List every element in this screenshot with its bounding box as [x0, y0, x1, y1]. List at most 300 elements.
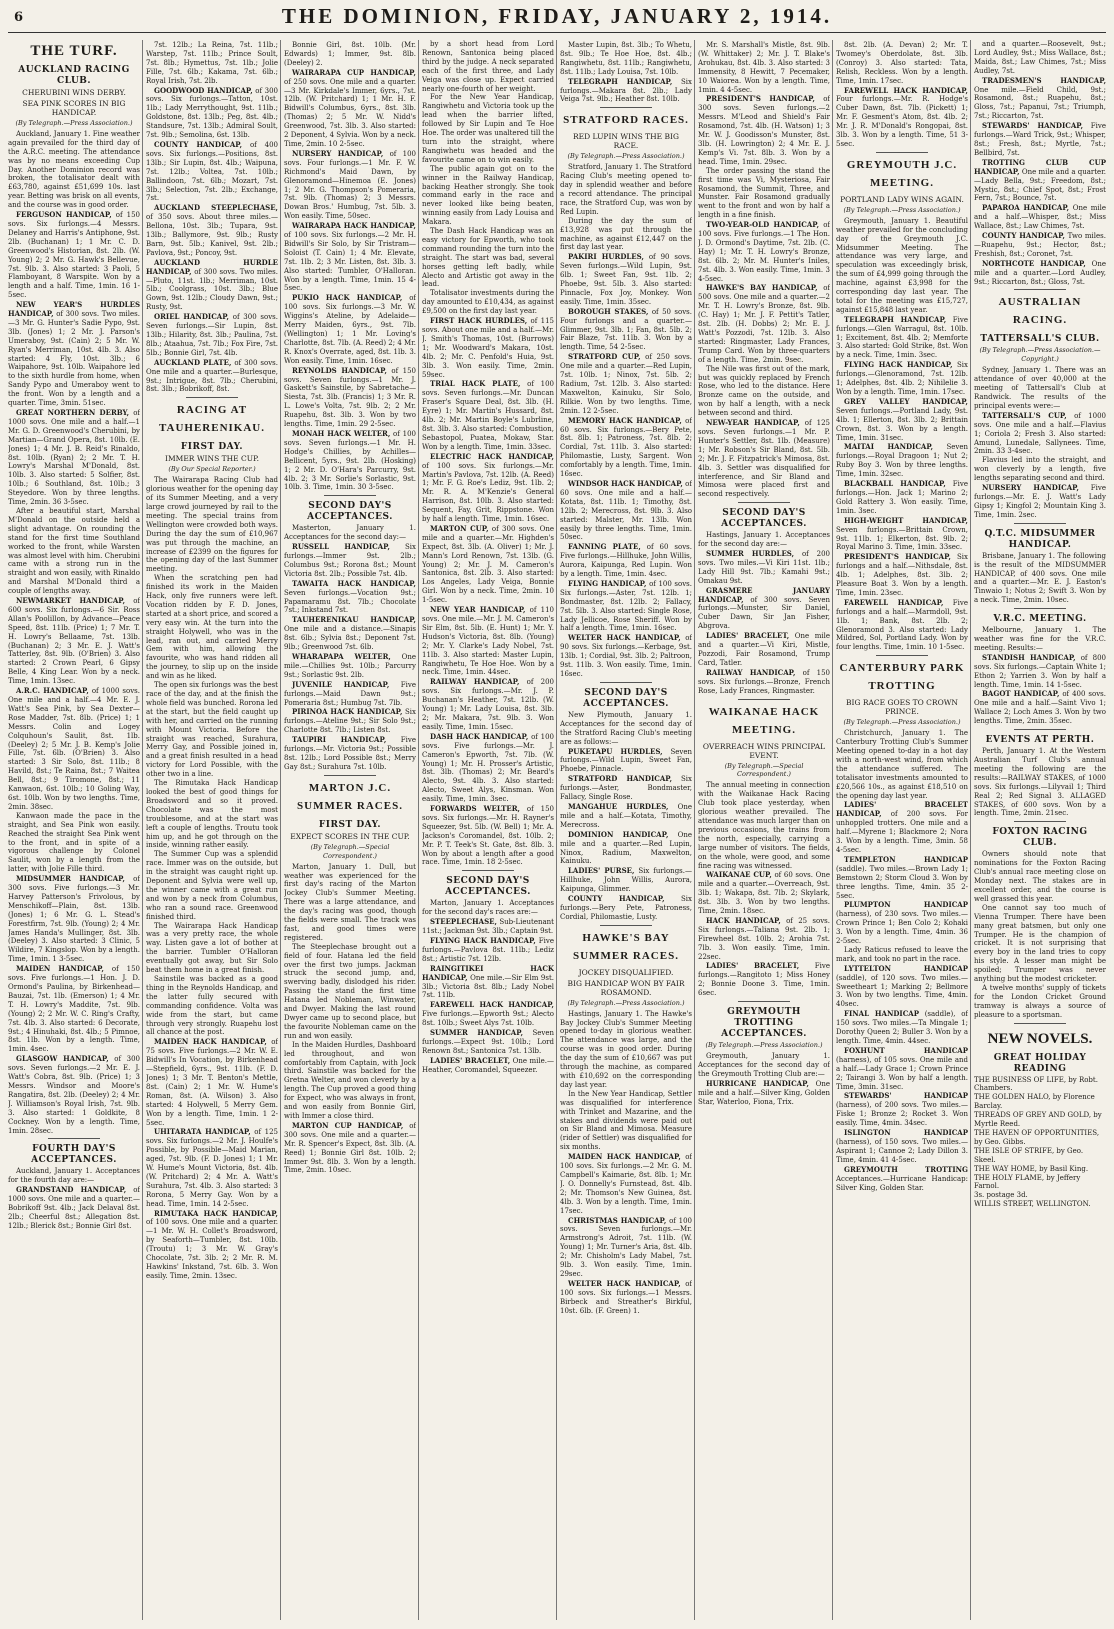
race-name: LYTTELTON HANDICAP [844, 963, 968, 973]
race-name: PIRINOA HACK HANDICAP, [292, 707, 403, 717]
race-result [146, 359, 278, 395]
section-rule [600, 682, 653, 683]
race-details: of 60 sovs. Six furlongs.—Bery Pete, 8st. 8lb. 1; Patroness, 7st. 8lb. 2; Cordial, 7st. 11lb. 3. Also started: Philomastie, Lusty, Sargent. Won comfortably by a length. Time, 1min. 16sec. [560, 416, 692, 479]
race-result [560, 480, 692, 542]
race-details: One mile.—Field Child, 9st.; Rosamond, 8st.; Ruapehu, 8st.; Gloss, 7st.; Papanui, 7st.; Triumph, 7st.; Riccarton, 7st. [974, 85, 1106, 121]
race-details: of 400 sovs. One mile and a half.—Saint Vivo 1; Wallace 2; Loch Ames 3. Won by two lengths. Time, 2min. 35sec. [974, 690, 1106, 726]
race-name: TAWAITA HACK HANDICAP, [292, 578, 416, 588]
race-details: of 500 sovs. One mile and a quarter.—2 Mr. T. H. Lowry's Bronze, 8st. 9lb. (C. Hay) 1; Mr. J. F. Pettit's Tatler, 8st. 2lb. (H. Dobbs) 2; Mr. E. J. Watt's Pozzodi, 7st. 12lb. 3. Also started: Ringmaster, Lady Frances, Trump Card. Won by three-quarters of a length. Time, 2min. 9sec. [698, 284, 830, 364]
article-paragraph: When the scratching pen had finished its work in the Maiden Hack, only five runners were left. Vocation ridden by F. D. Jones, started at a short price, and scored a very easy win. At the turn into the straight Holywell, who was in the lead, ran out, and carried Merry Gem with him, allowing the favourite, who was hand ridden all the journey, to slip up on the inside and win as he liked. [146, 574, 278, 681]
race-name: FLYING HACK HANDICAP, [430, 936, 536, 945]
article-paragraph: Totalisator investments during the day amounted to £10,434, as against £9,500 on the first day last year. [422, 289, 554, 316]
column-3 [284, 40, 416, 1620]
race-details: of 60 sovs. One mile and a quarter.—Overreach, 9st. 3lb. 1; Wakapa, 8st. 7lb. 2; Skylark, 8st. 3lb. 3. Won by two lengths. Time, 2min. 18sec. [698, 871, 830, 916]
race-result [836, 901, 968, 946]
section-headline: WAIKANAE HACK MEETING. [708, 705, 820, 736]
section-rule [738, 1001, 791, 1002]
race-name: ISLINGTON HANDICAP [844, 1128, 968, 1138]
race-details: of 100 sovs. Six furlongs.—Mr. Martin's Pavlova, 7st. 12lb. (A. Reed) 1; Mr. F. G. Roe's Lediz, 9st. 1lb. 2; Mr. R. A. M'Kenzie's General Harrison, 8st. 10lb. 3. Also started: Sequent, Fay, Grit, Rippstone. Won by half a length. Time, 1min. 16sec. [422, 461, 554, 524]
article-paragraph: One cannot say too much of Vienna Trumper. There have been many great batsmen, but only one Trumper. He is the champion of cricket. It is not surprising that every boy in the land tries to copy his style. A lesser man might be spoiled; Trumper was never anything but the modest cricketer. [974, 903, 1106, 984]
race-details: Seven furlongs.—Portland Lady, 9st. 4lb. 1; Ellerton, 8st. 3lb. 2; Brittain Crown, 8st. 3. Won by a length. Time, 1min. 31sec. [836, 406, 968, 442]
race-result [146, 87, 278, 140]
section-rule [324, 495, 377, 496]
headline-deck: EXPECT SCORES IN THE CUP. [290, 831, 410, 841]
race-name: COUNTY HANDICAP, [568, 894, 665, 904]
race-details: Four furlongs.—Mr. R. Hodge's Cuber Dawn, 8st. 7lb. (Pickett) 1; Mr. F. Gesment's Atom, 8st. 4lb. 2; Mr. J. R. M'Donald's Rongopai, 8st. 3lb. 3. Won by a length. Time, 51 3-5sec. [836, 95, 968, 148]
race-details: Six furlongs.—Ateline 9st.; Sir Solo 9st.; Charlotte 8st. 7lb.; Listen 8st. [284, 708, 416, 735]
race-name: TELEGRAPH HANDICAP, [568, 76, 673, 86]
race-result [560, 748, 692, 775]
column-6 [698, 40, 830, 1620]
race-name: A.R.C. HANDICAP, [16, 686, 89, 696]
section-headline: MARTON J.C. SUMMER RACES. [297, 781, 403, 812]
race-name: WAIKANAE CUP, [706, 870, 772, 880]
section-rule [1014, 289, 1067, 290]
race-details: Five furlongs.—Hon. Jack 1; Marino 2; Gold Rattery 3. Won easily. Time, 1min. 3sec. [836, 480, 968, 515]
race-name: RIMUTAKA HACK HANDICAP, [154, 1208, 278, 1218]
dispatch-credit: (By Telegraph.—Press Association.) [15, 119, 133, 127]
race-details: of 100 sovs. Five furlongs.—Mr. J. Cameron's Epworth, 7st. 7lb. (W. Young) 1; Mr. H. Prosser's Artistic, 8st. 3lb. (Thomas) 2; Mr. Beard's Alecto, 9st. 4lb. 3. Also started: Alecto, Sweet Alys, Kinsman. Won easily. Time, 1min. 3sec. [422, 732, 554, 804]
race-name: STEEPLECHASE, [430, 917, 497, 927]
race-details: Sub-Lieutenant 11st.; Jackman 9st. 3lb.; Captain 9st. [422, 918, 554, 936]
article-paragraph: The Summer Cup was a splendid race. Immer was on the outside, but in the straight was caught right up. Deponent and Sylvia were well up, the winner came with a great run and won by a neck from Columbus, who ran a sound race. Greenwood finished third. [146, 850, 278, 921]
race-details: of 150 sovs. Six furlongs.—Bronze, French Rose, Lady Frances, Ringmaster. [698, 668, 830, 695]
race-details: Five furlongs.—Mr. Victoria 9st.; Possible 8st. 12lb.; Lord Possible 8st.; Merry Gay 8st.; Surahura 7st. 10lb. [284, 736, 416, 771]
headline-deck: CHERUBINI WINS DERBY. [22, 88, 126, 97]
race-name: TELEGRAPH HANDICAP, [844, 314, 947, 324]
race-result [422, 453, 554, 524]
race-result [560, 353, 692, 415]
race-name: FORWARDS WELTER, [430, 804, 520, 814]
race-details: of 1000 sovs. One mile and a quarter.—Bobrikoff 9st. 4lb.; Jack Delaval 8st. 2lb.; Cheerful 8st.; Allegation 8st. 12lb.; Blerick 8st.; Bonnie Girl 8st. [8, 1186, 140, 1230]
section-headline: GREYMOUTH J.C. MEETING. [846, 158, 958, 189]
section-rule [1014, 1023, 1067, 1024]
race-result [836, 965, 968, 1010]
race-name: PAKIRI HURDLES, [568, 252, 644, 262]
sub-headline: SECOND DAY'S ACCEPTANCES. [307, 501, 393, 523]
article-paragraph: Stratford, January 1. The Stratford Racing Club's meeting opened to-day in splendid weather and before a record attendance. The principal race, the Stratford Cup, was won by Red Lupin. [560, 163, 692, 216]
article-paragraph: Lady Raticus refused to leave the mark, and took no part in the race. [836, 945, 968, 963]
advertisement-line: THE HAVEN OF OPPORTUNITIES, by Geo. Gibbs. [974, 1129, 1100, 1146]
race-name: DASH HACK HANDICAP, [430, 731, 529, 741]
race-result [836, 398, 968, 443]
race-result [974, 412, 1106, 457]
sub-headline: GREYMOUTH TROTTING ACCEPTANCES. [721, 1007, 807, 1040]
column-4 [422, 40, 554, 1620]
race-name: PLUMPTON HANDICAP [844, 900, 968, 910]
race-details: of 250 sovs. One mile and a quarter.—Red Lupin, 7st. 10lb. 1; Ninox, 7st. 5lb. 2; Radium, 7st. 12lb. 3. Also started: Maxwelton, Kainuku, Sir Solo, Rilkie. Won by two lengths. Time, 2min. 12 2-5sec. [560, 353, 692, 415]
dispatch-credit: (By Telegraph.—Press Association.) [843, 718, 961, 727]
race-details: of 300 sovs. Two miles.—Pluto, 11st. 1lb.; Merriman, 10st. 5lb.; Coolgrass, 10st. 3lb.; Blue Gown, 9st. 12lb.; Cloudy Dawn, 9st.; Rusty, 9st. [146, 267, 278, 312]
section-rule [1014, 821, 1067, 822]
race-result [560, 1280, 692, 1316]
race-result [560, 867, 692, 894]
advertisement-line: THE BUSINESS OF LIFE, by Robt. Chambers. [974, 1075, 1098, 1093]
race-name: BLACKBALL HANDICAP, [844, 479, 946, 489]
sub-headline: V.R.C. MEETING. [993, 614, 1087, 625]
race-name: TRIAL HACK PLATE, [430, 379, 521, 389]
race-result [422, 1057, 554, 1075]
race-result [422, 1029, 554, 1056]
race-result [836, 801, 968, 854]
race-name: LADIES' BRACELET, [706, 961, 800, 971]
race-result [422, 805, 554, 867]
race-details: (harness), of 230 sovs. Two miles.—Crown Prince 1; Ben Colo 2; Kohaki 3. Won by a length. Time, 4min. 36 2-5sec. [836, 910, 968, 946]
race-name: ELECTRIC HACK HANDICAP, [430, 451, 554, 461]
race-name: WINDSOR HACK HANDICAP, [568, 478, 683, 488]
race-details: 7st. 12lb.; La Reina, 7st. 11lb.; Warstep, 7st. 11lb.; Prince Soult, 7st. 8lb.; Hymettus, 7st. 1lb.; Jolie Fille, 7st. 6lb.; Kakama, 7st. 6lb.; Royal Irish, 7st. 2lb. [146, 41, 278, 85]
race-name: STRATFORD HANDICAP, [568, 774, 673, 784]
race-details: Seven furlongs.—Royal Dragoon 1; Nut 2; Ruby Boy 3. Won by three lengths. Time, 1min. 32sec. [836, 443, 968, 479]
race-result [836, 1129, 968, 1165]
race-details: One mile and a half.—Whisper, 8st.; Miss Wallace, 8st.; Law Chimes, 7st. [974, 204, 1106, 231]
race-name: HACK HANDICAP, [706, 915, 781, 925]
article-paragraph: Melbourne, January 1. The weather was fine for the V.R.C. meeting. Results:— [974, 626, 1106, 652]
race-details: of 400 sovs. Six furlongs.—Positions, 8st. 13lb.; Sir Lupin, 8st. 4lb.; Waipuna, 7st. 12lb.; Voltea, 7st. 10lb.; Ballindoon, 7st. 6lb.; Mozart, 7st. 3lb.; Selection, 7st. 2lb.; Exchange, 7st. [146, 140, 278, 203]
section-headline: HAWKE'S BAY SUMMER RACES. [573, 931, 679, 962]
race-result [698, 871, 830, 916]
dispatch-credit: (By Telegraph.—Press Association.) [705, 1041, 823, 1050]
race-result [8, 875, 140, 964]
race-result [560, 1153, 692, 1215]
advertisement-line: THE WAY HOME, by Basil King. [974, 1164, 1089, 1173]
race-result [284, 616, 416, 652]
race-details: of 300 sovs. Seven furlongs.—Munster, Sir Daniel, Cuber Dawn, Sir Jan Fisher, Abgrova. [698, 595, 830, 631]
race-name: RAILWAY HANDICAP, [706, 667, 796, 677]
race-name: HURRICANE HANDICAP, [706, 1078, 809, 1088]
race-result [698, 962, 830, 998]
race-result [974, 77, 1106, 122]
race-result [698, 587, 830, 632]
race-name: BAGOT HANDICAP, [982, 689, 1060, 699]
race-name: FIRST HACK HURDLES, [430, 316, 528, 326]
headline-deck: RED LUPIN WINS THE BIG RACE. [573, 132, 679, 151]
race-details: One mile and a distance.—Sinapis 8st. 6lb.; Sylvia 8st.; Deponent 7st. 9lb.; Greenwood 7st. 6lb. [284, 625, 416, 652]
race-result [146, 204, 278, 257]
race-result [284, 653, 416, 680]
race-result [146, 259, 278, 312]
race-details: of 200 sovs. Six furlongs.—Mr. J. P. Buchanan's Heather, 7st. 12lb. (W. Young) 1; Mr. Lady Louisa, 8st. 3lb. 2; Mr. Makara, 7st. 9lb. 3. Won easily. Time, 1min. 15sec. [422, 678, 554, 731]
article-paragraph: Christchurch, January 1. The Canterbury Trotting Club's Summer Meeting opened to-day in a hot day with a north-west wind, from which the attendance suffered. The totalisator investments amounted to £20,566 10s., as against £18,510 on the opening day last year. [836, 729, 968, 800]
section-headline: STRATFORD RACES. [563, 114, 689, 127]
race-result [284, 708, 416, 735]
headline-deck: BIG RACE GOES TO CROWN PRINCE. [846, 698, 958, 717]
sub-headline: FIRST DAY. [180, 442, 244, 453]
race-result [560, 41, 692, 77]
article-paragraph: Kanwaon made the pace in the straight, and Sea Pink won easily. Reached the straight Sea Pink went to the front, and in spite of a vigorous challenge by Colonel Saulit, won by a length from the latter, with Jolie Fille third. [8, 811, 140, 874]
race-details: Seven furlongs.—Brittain Crown, 9st. 11lb. 1; Elkerton, 8st. 9lb. 2; Royal Marino 3. Time, 1min. 33sec. [836, 525, 968, 552]
article-paragraph: Brisbane, January 1. The following is the result of the MIDSUMMER HANDICAP, of 400 sovs. One mile and a quarter.—Mr. E. J. Easton's Tinwaio 1; Notus 2; Swift 3. Won by a neck. Time, 2min. 10sec. [974, 551, 1106, 605]
race-name: MAIDEN HACK HANDICAP, [568, 1152, 681, 1162]
dispatch-credit: (By Telegraph.—Press Association.) [567, 152, 685, 161]
race-name: GREAT NORTHERN DERBY, [16, 408, 130, 417]
race-details: of 300 sovs. Seven furlongs.—2 Mr. E. J. Watt's Cobra, 8st. 9lb. (Price) 1; 3 Messrs. Windsor and Moore's Rangatira, 8st. 2lb. (Deeley) 2; 4 Mr. J. Williamson's Royal Irish, 7st. 9lb. 3. Also started: 1 Goldkite, 8 Cockney. Won by a length. Time, 1min. 28sec. [8, 1055, 140, 1135]
race-result [974, 232, 1106, 259]
race-result [146, 1210, 278, 1281]
race-details: of 100 sovs. Five furlongs.—1 The Hon. J. D. Ormond's Daytime, 7st. 2lb. (C. Hay) 1; Mr. T. H. Lowry's Bronze, 8st. 6lb. 2; Mr. M. Hunter's Iniles, 7st. 4lb. 3. Won easily. Time, 1min. 3 4-5sec. [698, 221, 830, 283]
article-paragraph: The order passing the stand the first time was Vi, Mysteriosa, Fair Rosamond, the Summit, Three, and Munster. Fair Rosamond gradually went to the front and won by half a length in a fine finish. [698, 166, 830, 220]
sub-headline: FOURTH DAY'S ACCEPTANCES. [31, 1144, 117, 1166]
race-name: UHITARATA HANDICAP, [154, 1127, 251, 1137]
race-name: CHRISTMAS HANDICAP, [568, 1215, 667, 1225]
advertisement-heading: NEW NOVELS. [987, 1030, 1093, 1047]
column-rule [280, 40, 281, 1620]
column-rule [418, 40, 419, 1620]
race-result [836, 1010, 968, 1046]
race-details: of 300 sovs. Two miles.—3 Mr. G. Hunter's Sadie Pypo, 9st. 3lb. (Jones) 1; 2 Mr. J. Parson's Umeraboy, 9st. (Cain) 2; 5 Mr. W. Ryan's Merriman, 10st. 4lb. 3. Also started: 4 Fly, 10st. 3lb.; 6 Waipahore, 9st. 10lb. Waipahore led to the sixth hurdle from home, when Sandy Pypo and Umeraboy went to the front. Won by a length and a quarter. Time, 3min. 51sec. [8, 310, 140, 408]
race-result [422, 606, 554, 677]
race-name: MEMORY HACK HANDICAP, [568, 415, 682, 425]
article-paragraph: Sydney, January 1. There was an attendance of over 40,000 at the meeting of Tattersall's Club at Randwick. The results of the principal events were:— [974, 366, 1106, 410]
race-name: FLYING HACK HANDICAP, [844, 360, 953, 370]
race-result [422, 525, 554, 605]
race-name: LADIES' PURSE, [568, 866, 635, 876]
article-paragraph: New Plymouth, January 1. Acceptances for the second day of the Stratford Racing Club's meeting are as follows:— [560, 710, 692, 746]
race-details: Seven furlongs.—Vocation 9st.; Papamaramu 8st. 7lb.; Chocolate 7st.; Inkstand 7st. [284, 588, 416, 615]
race-details: (harness), of 200 sovs. Two miles.—Fiske 1; Bronze 2; Rocket 3. Won easily. Time, 4min. 34sec. [836, 1101, 968, 1128]
article-paragraph: Marton, January 1. Dull, but weather was experienced for the first day's racing of the Marton Jockey Club's Summer Meeting. There was a large attendance, and the day's racing was good, though the fields were small. The track was fast, and good times were registered. [284, 862, 416, 942]
race-result [284, 41, 416, 68]
headline-deck: OVERREACH WINS PRINCIPAL EVENT. [702, 741, 826, 760]
race-details: Five furlongs.—Maid Dawn 9st.; Pomeraria 8st.; Humbug 7st. 7lb. [284, 680, 416, 707]
section-rule [738, 502, 791, 503]
race-result [422, 918, 554, 936]
race-name: NEW YEAR HANDICAP, [430, 605, 526, 615]
race-details: One mile and a quarter.—Vi Kiri, Mistle, Pozzodi, Fair Rosamond, Trump Card, Tatler. [698, 632, 830, 667]
section-rule [738, 699, 791, 700]
race-result [8, 211, 140, 300]
race-name: FANNING PLATE, [568, 542, 641, 552]
race-result [146, 141, 278, 203]
race-result [560, 543, 692, 579]
race-name: FLYING HANDICAP, [568, 578, 647, 588]
race-result [836, 443, 968, 479]
race-name: MAIDEN HANDICAP, [16, 964, 104, 974]
article-paragraph: Greymouth, January 1. Acceptances for the second day of the Greymouth Trotting Club are:— [698, 1052, 830, 1078]
section-rule [48, 1138, 101, 1139]
dispatch-credit: (By Telegraph.—Press Association.) [567, 998, 685, 1007]
race-details: One mile and a quarter.—Lord Audley, 9st.; Riccarton, 8st.; Gloss, 7st. [974, 259, 1106, 286]
race-name: HAWKE'S BAY HANDICAP, [706, 283, 818, 293]
race-name: MONAH HACK WELTER, [292, 428, 391, 438]
race-result [974, 204, 1106, 231]
section-headline: RACING AT TAUHERENIKAU. [158, 404, 265, 435]
masthead [0, 0, 1114, 36]
article-paragraph: A twelve months' supply of tickets for the London Cricket Ground tramway is always a source of pleasure to a sportsman. [974, 983, 1106, 1019]
race-details: Six furlongs and a half.—Nithsdale, 8st. 4lb. 1; Adelphes, 8st. 3lb. 2; Pleasure Boat 3. Won by a length. Time, 1min. 23sec. [836, 553, 968, 597]
race-name: TWO-YEAR-OLD HANDICAP, [706, 220, 820, 230]
race-result [560, 895, 692, 922]
race-result [698, 95, 830, 166]
article-paragraph: In the Maiden Hurdles, Dashboard led throughout, and won comfortably from Captain, with Jock third. Sainstile was backed for the Gretna Welter, and won cleverly by a length. The Cup proved a good thing for Expect, who was always in front, and won easily from Bonnie Girl, with Immer a close third. [284, 1040, 416, 1120]
article-paragraph: Owners should note that nominations for the Foxton Racing Club's annual race meeting close on Monday next. The stakes are in excellent order, and the course is well grassed this year. [974, 850, 1106, 903]
column-8 [974, 40, 1106, 1620]
race-details: (harness), of 105 sovs. One mile and a half.—Lady Grace 1; Crown Prince 2; Tairangi 3. Won by half a length. Time, 3min. 31sec. [836, 1055, 968, 1091]
race-name: TATTERSALL'S CUP, [982, 410, 1067, 420]
dispatch-credit: (By Telegraph.—Special Correspondent.) [724, 761, 804, 779]
headline-deck: PORTLAND LADY WINS AGAIN. [840, 194, 964, 204]
race-result [698, 41, 830, 94]
race-details: of 300 sovs. One mile and a quarter.—Mr. R. Spencer's Expect, 8st. 3lb. (A. Reed) 1; Bonnie Girl 8st. 10lb. 2; Immer 9st. 8lb. 3. Won by a length. Time, 2min. 10sec. [284, 1121, 416, 1175]
race-result [422, 965, 554, 1001]
race-details: 8st. 2lb. (A. Devan) 2; Mr. T. Twomey's Oberdolate, 8st. 3lb. (Conroy) 3. Also started: Tata, Relish, Reckless. Won by a length. Time, 1min. 17sec. [836, 41, 968, 85]
race-result [836, 361, 968, 397]
race-details: Bonnie Girl, 8st. 10lb. (Mr. Edwards) 1; Immer, 9st. 8lb. (Deeley) 2. [284, 41, 416, 67]
race-details: of 100 sovs. Seven furlongs.—Mr. Armstrong's Adroit, 7st. 11lb. (W. Young) 1; Mr. Turner's Aria, 8st. 4lb. 2; Mr. Chisholm's Lady Mabel, 7st. 9lb. 3. Won easily. Time, 1min. 29sec. [560, 1216, 692, 1278]
race-result [422, 678, 554, 731]
article-paragraph: The Dash Hack Handicap was an easy victory for Epworth, who took command rounding the turn into the straight. The start was bad, several horses getting left badly, while Alecto and Artistic got away in the lead. [422, 227, 554, 289]
article-paragraph: In the New Year Handicap, Settler was disqualified for interference with Trinket and Mazarine, and the stakes and dividends were paid out on Sir Bland and Mimosa. Measure (rider of Settler) was disqualified for six months. [560, 1089, 692, 1152]
race-name: MARTON CUP, [430, 523, 489, 533]
race-name: PRESIDENT'S HANDICAP, [706, 94, 815, 104]
race-result [284, 543, 416, 579]
column-5 [560, 40, 692, 1620]
race-details: One mile.—Chillies 9st. 10lb.; Parcurry 9st.; Sorlastic 9st. 2lb. [284, 653, 416, 679]
race-name: PRESIDENT'S HANDICAP, [844, 552, 951, 562]
sub-headline: SECOND DAY'S ACCEPTANCES. [583, 687, 669, 709]
race-name: GRANDSTAND HANDICAP, [16, 1185, 127, 1195]
race-name: RUSSELL HANDICAP, [292, 542, 390, 552]
race-result [560, 1217, 692, 1279]
race-details: of 150 sovs. Five furlongs.—1 Hon. J. D. Ormond's Paulina, by Birkenhead—Bauzai, 7st. 1lb. (Emerson) 1; 4 Mr. T. H. Lowry's Maddite, 7st. 9lb. (Young) 2; 2 Mr. W. C. Ring's Crafty, 7st. 4lb. 3. Also started: 6 Decorate, 9st.; 4 Hinuhaki, 8st. 4lb.; 5 Pimnoe, 8st. 1lb. Won by a length. Time, 1min. 4sec. [8, 965, 140, 1054]
race-name: TROTTING CLUB CUP HANDICAP, [974, 157, 1106, 176]
race-result [146, 41, 278, 86]
race-result [836, 480, 968, 516]
race-name: PUKETAPU HURDLES, [568, 746, 663, 756]
race-details: of 200 sovs. For unhoppled trotters. One mile and a half.—Myrene 1; Blackmore 2; Nora 3. Won by a length. Time, 3min. 58 4-5sec. [836, 810, 968, 854]
race-result [560, 308, 692, 353]
race-name: MAITAI HANDICAP, [844, 442, 934, 452]
race-name: REYNOLDS HANDICAP, [292, 365, 387, 375]
race-details: of 100 sovs. Six furlongs.—2 Mr. G. M. Campbell's Kaimarie, 8st. 8lb. 1; Mr. J. O. Donnelly's Furnstead, 8st. 4lb. 2; Mr. Thomson's New Guinea, 8st. 4lb. 3. Won by a length. Time, 1min. 17sec. [560, 1153, 692, 1215]
article-paragraph: Marton, January 1. Acceptances for the second day's races are:— [422, 899, 554, 917]
race-details: of 300 sovs. One mile and a quarter.—Burlesque, 9st.; Intrigue, 8st. 7lb.; Cherubini, 8st. 3lb.; Bobrikoff, 8st. [146, 358, 278, 394]
section-rule [600, 107, 653, 108]
race-name: COUNTY HANDICAP, [982, 231, 1065, 241]
race-name: AUCKLAND STEEPLECHASE, [154, 203, 278, 213]
article-paragraph: For the New Year Handicap, Rangiwhetu and Victoria took up the lead when the barrier lifted, followed by Sir Lupin and Te Hoe Hoe. The order was unaltered till the turn into the straight, where Rangiwhetu was headed and the favourite came on to win easily. [422, 93, 554, 164]
race-name: GREYMOUTH TROTTING [844, 1164, 968, 1174]
race-details: of 300 sovs. Six furlongs.—Tatton, 10st. 1lb.; Lady Merrythought, 9st. 11lb.; Goldstone, 8st. 13lb.; Peg, 8st. 4lb.; Standsure, 7st. 13lb.; Admiral Soult, 7st. 9lb.; Semolina, 6st. 13lb. [146, 86, 278, 140]
section-rule [186, 397, 239, 398]
race-details: Six furlongs.—Immer 9st. 2lb.; Columbus 9st.; Rorona 8st.; Mount Victoria 8st. 2lb.; Possible 7st. 4lb. [284, 543, 416, 578]
race-details: Five furlongs.—Pavlova 8st. 11lb.; Lediz 8st.; Artistic 7st. 12lb. [422, 937, 554, 963]
race-details: Seven furlongs.—Wild Lupin, Sweet Fan, Phoebe, Pinnacle. [560, 747, 692, 774]
article-paragraph: Flavius led into the straight, and won cleverly by a length, five lengths separating second and third. [974, 456, 1106, 483]
race-result [974, 260, 1106, 287]
section-headline: AUSTRALIAN RACING. [998, 296, 1082, 327]
race-details: Seven furlongs.—Expect 9st. 10lb.; Lord Renown 8st.; Santonica 7st. 13lb. [422, 1029, 554, 1055]
sub-headline: EVENTS AT PERTH. [985, 735, 1095, 746]
race-details: of 100 sovs. Six furlongs.—1 Messrs. Birbeck and Streather's Birkful, 10st. 6lb. (F. Green) 1. [560, 1279, 692, 1315]
race-details: One mile and a quarter.—Red Lupin, Ninox, Radium, Maxwelton, Kainuku. [560, 830, 692, 866]
article-paragraph: During the day the sum of £13,928 was put through the machine, as against £12,447 on the first day last year. [560, 216, 692, 252]
race-details: (harness), of 150 sovs. Two miles.—Aspirant 1; Cannoe 2; Lady Dillon 3. Time, 4min. 41 4-5sec. [836, 1137, 968, 1164]
article-paragraph: Hastings, January 1. Acceptances for the second day are:— [698, 531, 830, 549]
race-result [974, 690, 1106, 726]
headline-deck: BIG HANDICAP WON BY FAIR ROSAMOND. [567, 978, 685, 997]
race-details: Five furlongs.—Mr. E. J. Watt's Lady Gipsy 1; Kingfol 2; Mountain King 3. Time, 1min. 2sec. [974, 484, 1106, 519]
race-result [284, 69, 416, 149]
race-details: of 100 sovs. Seven furlongs.—1 Mr. H. Hodge's Chillies, by Achilles—Bellicent, 5yrs., 9st. 2lb. (Hosking) 1; 2 Mr. D. O'Hara's Parcurry, 9st. 4lb. 2; 3 Mr. Sorlie's Sorlastic, 9st. 10lb. 3. Time, 1min. 30 3-5sec. [284, 429, 416, 492]
advertisement-line: 3s. postage 3d. [974, 1191, 1028, 1200]
race-result [8, 1055, 140, 1135]
race-name: NEW YEAR'S HURDLES HANDICAP, [8, 300, 140, 319]
race-name: GOODWOOD HANDICAP, [154, 85, 253, 95]
race-result [284, 430, 416, 492]
race-result [836, 1092, 968, 1128]
race-result [284, 580, 416, 616]
headline-deck: JOCKEY DISQUALIFIED. [578, 967, 674, 977]
race-details: of 1000 sovs. One mile and a half.—Flavius 1; Coriola 2; Fresh 3. Also started: Amund, Lunedale, Sallynees. Time, 2min. 33 3-4sec. [974, 411, 1106, 456]
race-name: AUCKLAND PLATE, [154, 357, 232, 367]
race-result [836, 599, 968, 652]
race-result [698, 550, 830, 586]
race-name: FINAL HANDICAP [844, 1009, 919, 1019]
race-details: of 100 sovs. Six furlongs.—2 Mr. H. Bidwill's Sir Solo, by Sir Tristram—Soloist (T. Cain) 1; 4 Mr. Elevate, 7st. 1lb. 2; 3 Mr. Listen, 8st. 3lb. 3. Also started: Tumbler, O'Halloran. Won by a length. Time, 1min. 15 4-5sec. [284, 231, 416, 293]
race-result [698, 221, 830, 283]
article-paragraph: Greymouth, January 1. Beautiful weather prevailed for the concluding day of the Greymouth J.C. Midsummer Meeting. The attendance was very large, and speculation was exceedingly brisk, the sum of £4,999 going through the machine, against £3,998 for the corresponding day last year. The total for the meeting was £15,727, against £15,848 last year. [836, 216, 968, 314]
race-result [698, 917, 830, 962]
article-paragraph: The Steeplechase brought out a field of four. Hatana led the field over the first two jumps. Jackman struck the second jump, and, swerving badly, dislodged his rider. Passing the stand the first time Hatana led Nobleman, Winwater, and Dwyer. Making the last round Dwyer came up to second place, but the favourite Nobleman came on the run and won easily. [284, 942, 416, 1040]
race-details: Five furlongs.—Glen Warragul, 8st. 10lb. 1; Excitement, 8st. 4lb. 2; Memforte 3. Also started: Gold Strike, 8st. Won by a neck. Time, 1min. 3sec. [836, 315, 968, 360]
race-result [560, 417, 692, 479]
race-result [974, 654, 1106, 690]
race-details: of 60 sovs. One mile and a half.—Kotata, 8st. 11lb. 1; Timothy, 8st. 12lb. 2; Merecross, 8st. 9lb. 3. Also started: Malster, Mr. 13lb. Won easily by three lengths. Time, 1min. 50sec. [560, 479, 692, 542]
race-details: of 200 sovs. Two miles.—Vi Kiri 11st. 1lb.; Lady Hill 9st. 7lb.; Kamahi 9st.; Omakau 9st. [698, 550, 830, 585]
section-rule [1014, 729, 1067, 730]
race-name: PUKIO HACK HANDICAP, [292, 293, 403, 303]
race-name: FERGUSON HANDICAP, [16, 210, 112, 220]
race-details: Six furlongs.—Glenoramond, 7st. 12lb. 1; Adelphes, 8st. 4lb. 2; Nihilelie 3. Won by a length. Time, 1min. 17sec. [836, 361, 968, 396]
column-rule [694, 40, 695, 1620]
race-result [422, 380, 554, 451]
column-7 [836, 40, 968, 1620]
race-name: NEWMARKET HANDICAP, [16, 596, 126, 606]
dispatch-credit: (By Telegraph.—Press Association.) [843, 205, 961, 214]
race-name: MAIDEN HACK HANDICAP, [154, 1037, 267, 1047]
race-details: of 1000 sovs. One mile and a half.—4 Mr. E. J. Watt's Sea Pink, by Sea Dexter—Rose Madder, 7st. 8lb. (Price) 1; 1 Messrs. Colin and Logey Colquhoun's Saulit, 8st. 1lb. (Deeley) 2; 5 Mr. J. B. Kemp's Jolie Fille, 7st. 6lb. (O'Brien) 3. Also started: 3 Sir Solo, 8st. 11lb.; 8 Havild, 8st.; Te Raina, 8st.; 7 Waitea Bell, 8st.; 9 Tiromone, 8st.; 11 Kanwaon, 6st. 10lb.; 10 Goling Way, 6st. 10lb. Won by two lengths. Time, 2min. 38sec. [8, 687, 140, 811]
race-details: of 100 sovs. Six furlongs.—Aster, 7st. 12lb. 1; Bondmaster, 8st. 12lb. 2; Fallacy, 7st. 5lb. 3. Also started: Single Rose, Lady Jellicoe, Rose Sheriff. Won by half a length. Time, 1min. 16sec. [560, 579, 692, 633]
race-result [146, 1128, 278, 1208]
race-details: Six furlongs.—Makara 8st. 2lb.; Lady Veiga 7st. 9lb.; Heather 8st. 10lb. [560, 77, 692, 104]
advertisement-line: WILLIS STREET, WELLINGTON. [974, 1200, 1091, 1209]
article-paragraph: The open six furlongs was the best race of the day, and at the finish the whole field was bunched. Rorona led at the start, but the field caught up with her, and carried on the running with Mount Victoria. Before the straight was reached, Surahura, Merry Gay, and Possible joined in, and a great finish resulted in a head victory for Lord Possible, with the other two in a line. [146, 681, 278, 779]
race-result [836, 856, 968, 901]
sub-headline: AUCKLAND RACING CLUB. [18, 65, 130, 86]
article-paragraph: by a short head from Lord Renown, Santonica being placed third by the judge. A neck separated each of the first three, and Lady Veiga was close up. Expect carried nearly one-fourth of her weight. [422, 40, 554, 93]
race-name: TEMPLETON HANDICAP [844, 854, 968, 864]
race-name: PAPAROA HANDICAP, [982, 203, 1070, 213]
race-result [560, 634, 692, 679]
race-result [836, 41, 968, 86]
race-name: MARTON CUP HANDICAP, [292, 1120, 404, 1130]
race-details: Five furlongs.—Epworth 9st.; Alecto 8st. 10lb.; Sweet Alys 7st. 10lb. [422, 1010, 554, 1028]
race-result [284, 150, 416, 221]
advertisement-line: THE ISLE OF STRIFE, by Geo. Skeel. [974, 1146, 1084, 1164]
article-paragraph: Auckland, January 1. Acceptances for the fourth day are:— [8, 1167, 140, 1185]
sub-headline: SECOND DAY'S ACCEPTANCES. [721, 508, 807, 530]
race-name: GREY VALLEY HANDICAP, [844, 396, 968, 406]
race-result [422, 317, 554, 379]
race-details: of 75 sovs. Five furlongs.—2 Mr. W. E. Bidwill's In Vocation, by Birkenhead—Stepfield, 6yrs., 9st. 11lb. (F. D. Jones) 1; 3 Mr. T. Benton's Mettle, 8st. (Cain) 2; 1 Mr. W. Hume's Roman, 8st. (A. Wilson) 3. Also started: 4 Holywell, 5 Merry Gem. Won by a length. Time, 1min. 1 2-5sec. [146, 1038, 278, 1127]
race-details: One mile.—Heather, Coromandel, Squeezer. [422, 1056, 554, 1074]
race-name: NORTHCOTE HANDICAP, [982, 258, 1086, 268]
race-result [8, 409, 140, 507]
race-details: of 100 sovs. Six furlongs.—3 Mr. W. Wiggins's Ateline, by Adelaide—Merry Maiden, 6yrs., 9st. 7lb. (Wellington) 1; 1 Mr. Loving's Charlotte, 8st. 7lb. (A. Reed) 2; 4 Mr. R. Knox's Overrate, aged, 8st. 1lb. 3. Won easily. Time, 1min. 16sec. [284, 294, 416, 365]
race-details: (saddle), of 150 sovs. Two miles.—Ta Mingale 1; Dorothy Queen 2; Buller 3. Won by a length. Time, 4min. 44sec. [836, 1010, 968, 1045]
race-result [836, 553, 968, 598]
